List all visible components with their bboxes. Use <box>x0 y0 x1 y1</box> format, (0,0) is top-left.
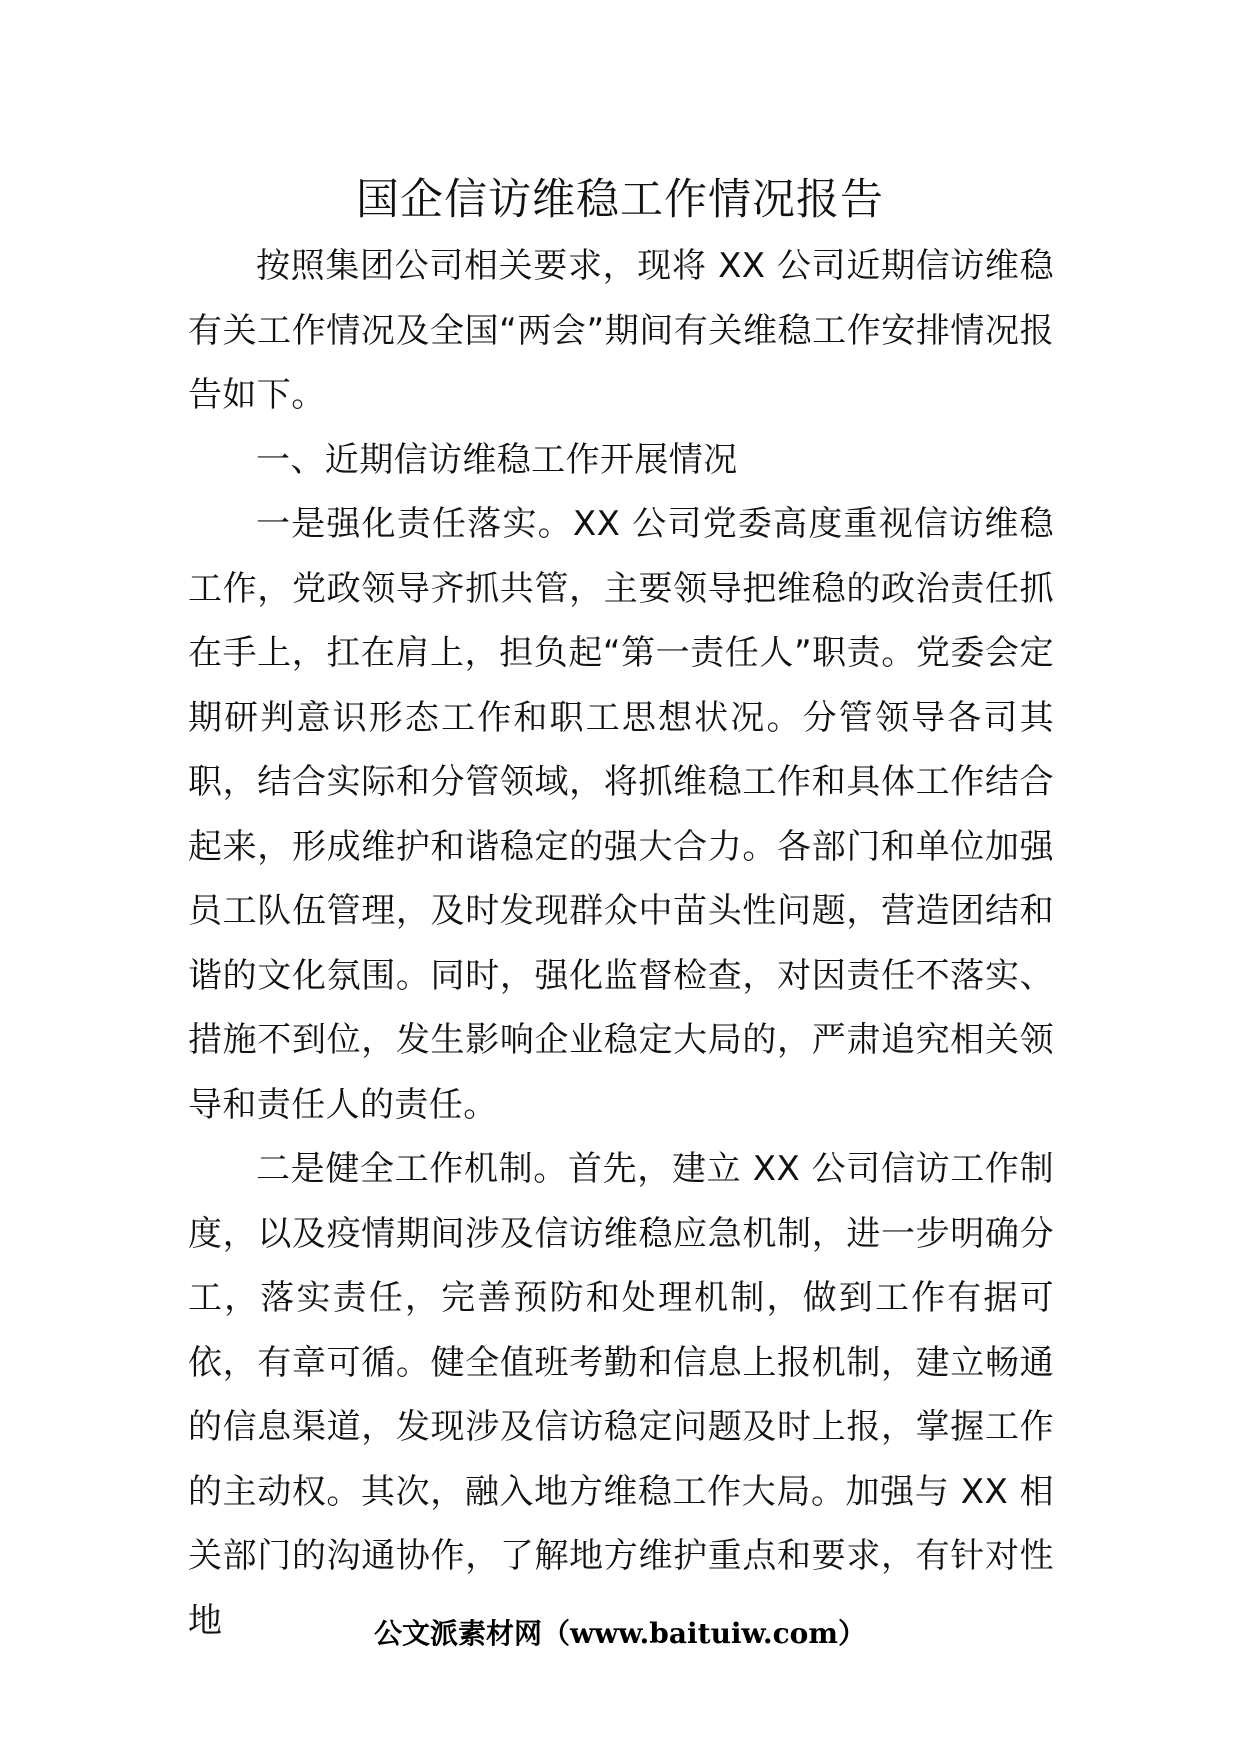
footer-watermark: 公文派素材网（www.baituiw.com） <box>374 1617 866 1650</box>
document-body <box>188 234 1054 1653</box>
intro-paragraph: 按照集团公司相关要求，现将 XX 公司近期信访维稳有关工作情况及全国“两会”期间有关维稳工作安排情况报告如下。 <box>188 246 1054 415</box>
body-paragraph: 一是强化责任落实。XX 公司党委高度重视信访维稳工作，党政领导齐抓共管，主要领导把维稳的政治责任抓在手上，扛在肩上，担负起“第一责任人”职责。党委会定期研判意识形态工作和职工思想状况。分管领导各司其职，结合实际和分管领域，将抓维稳工作和具体工作结合起来，形成维护和谐稳定的强大合力。各部门和单位加强员工队伍管理，及时发现群众中苗头性问题，营造团结和谐的文化氛围。同时，强化监督检查，对因责任不落实、措施不到位，发生影响企业稳定大局的，严肃追究相关领导和责任人的责任。 <box>188 504 1054 1125</box>
body-paragraph: 二是健全工作机制。首先，建立 XX 公司信访工作制度，以及疫情期间涉及信访维稳应急机制，进一步明确分工，落实责任，完善预防和处理机制，做到工作有据可依，有章可循。健全值班考勤和信息上报机制，建立畅通的信息渠道，发现涉及信访稳定问题及时上报，掌握工作的主动权。其次，融入地方维稳工作大局。加强与 XX 相关部门的沟通协作，了解地方维护重点和要求，有针对性地 <box>188 1149 1054 1641</box>
section-heading: 一、近期信访维稳工作开展情况 <box>256 439 738 480</box>
document-title: 国企信访维稳工作情况报告 <box>356 175 884 225</box>
